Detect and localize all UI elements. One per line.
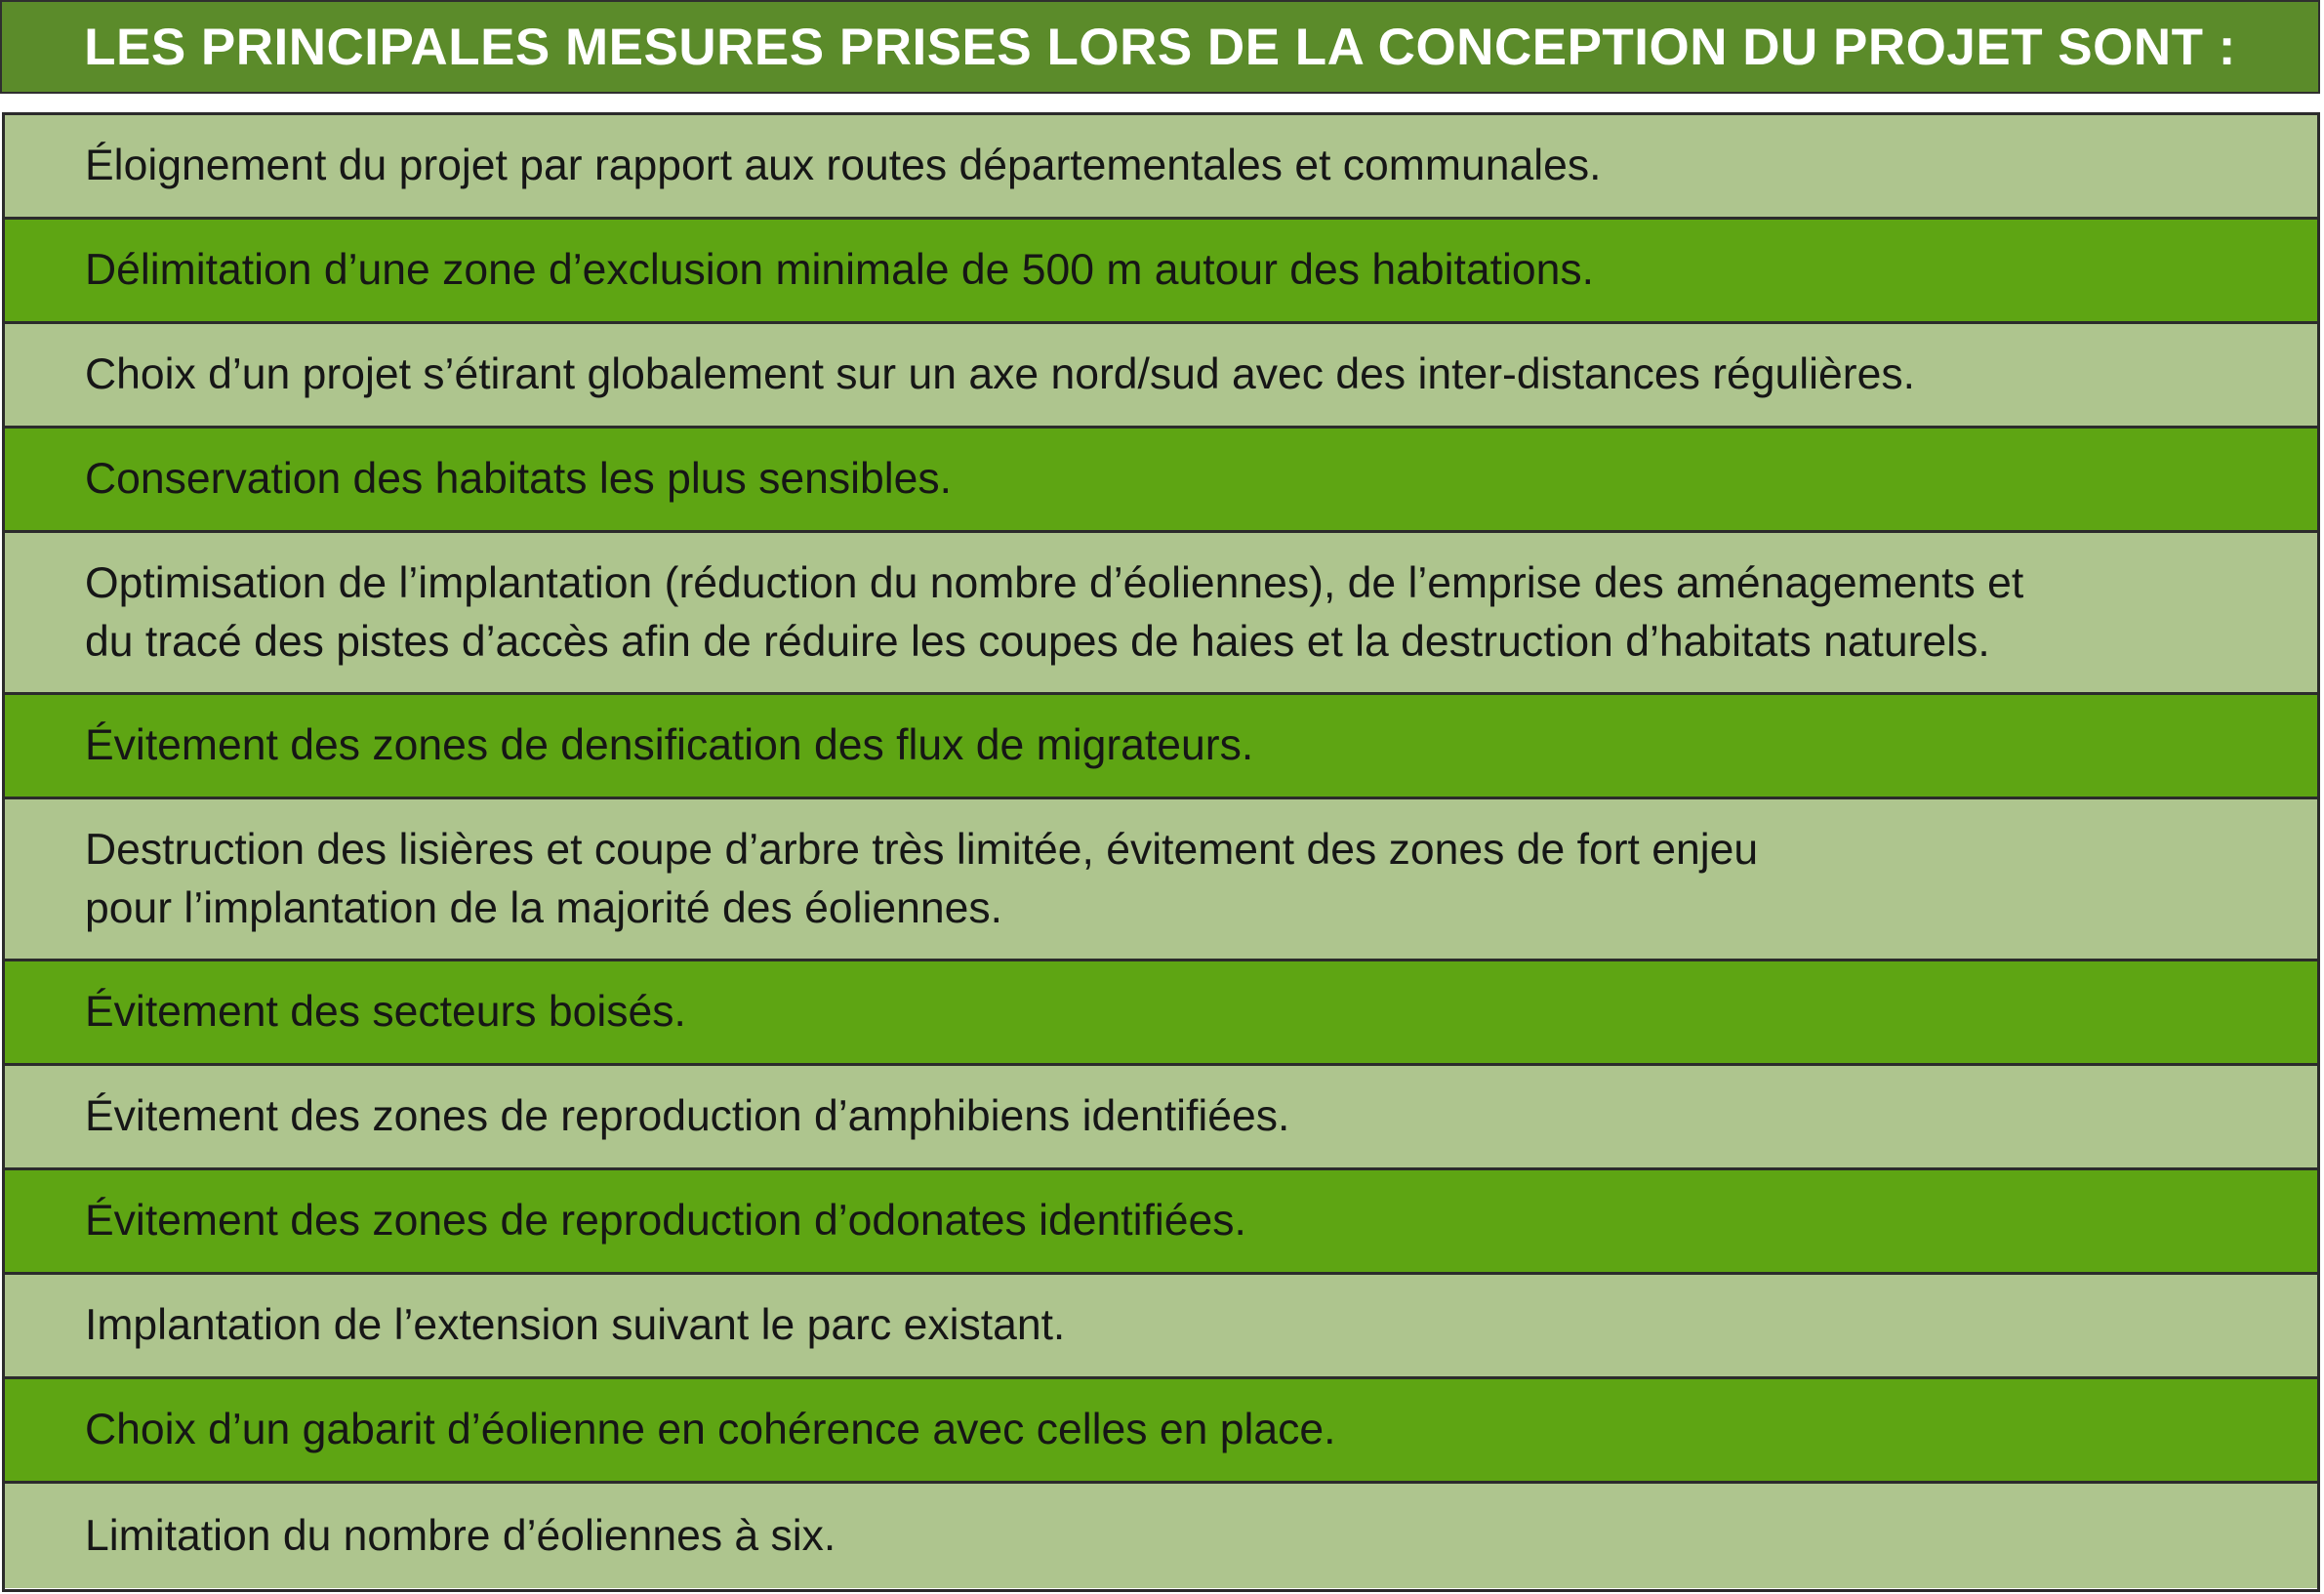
measure-text: Délimitation d’une zone d’exclusion minimale de 500 m autour des habitations. [85,246,1595,294]
measure-text: Évitement des zones de reproduction d’odonates identifiées. [85,1197,1246,1245]
table-row [5,799,2317,961]
table-row [5,429,2317,533]
table-row [5,1275,2317,1379]
measure-text: Optimisation de l’implantation (réduction du nombre d’éoliennes), de l’emprise des aménagements et du tracé des pistes d’accès afin de réduire les coupes de haies et la destruction d’habitats naturels. [85,558,2024,666]
table-row [5,533,2317,695]
measure-text: Choix d’un projet s’étirant globalement sur un axe nord/sud avec des inter-distances régulières. [85,350,1915,398]
table-row [5,324,2317,429]
table-row [5,1066,2317,1170]
measure-text: Éloignement du projet par rapport aux routes départementales et communales. [85,142,1602,189]
measure-text: Destruction des lisières et coupe d’arbre très limitée, évitement des zones de fort enjeu pour l’implantation de la majorité des éoliennes. [85,825,1759,932]
table-row [5,1170,2317,1275]
measure-text: Limitation du nombre d’éoliennes à six. [85,1511,836,1560]
measure-text: Implantation de l’extension suivant le parc existant. [85,1301,1066,1349]
measure-text: Évitement des secteurs boisés. [85,988,686,1036]
measures-table [2,112,2320,1592]
table-row [5,1379,2317,1484]
table-row [5,1484,2317,1588]
measure-text: Choix d’un gabarit d’éolienne en cohérence avec celles en place. [85,1406,1336,1453]
table-row [5,695,2317,799]
measure-text: Conservation des habitats les plus sensibles. [85,455,953,503]
table-header [0,0,2320,94]
measure-text: Évitement des zones de reproduction d’amphibiens identifiées. [85,1092,1290,1140]
header-title: LES PRINCIPALES MESURES PRISES LORS DE LA CONCEPTION DU PROJET SONT : [84,18,2236,76]
table-row [5,961,2317,1066]
table-row [5,220,2317,324]
table-row [5,115,2317,220]
measure-text: Évitement des zones de densification des flux de migrateurs. [85,721,1254,769]
